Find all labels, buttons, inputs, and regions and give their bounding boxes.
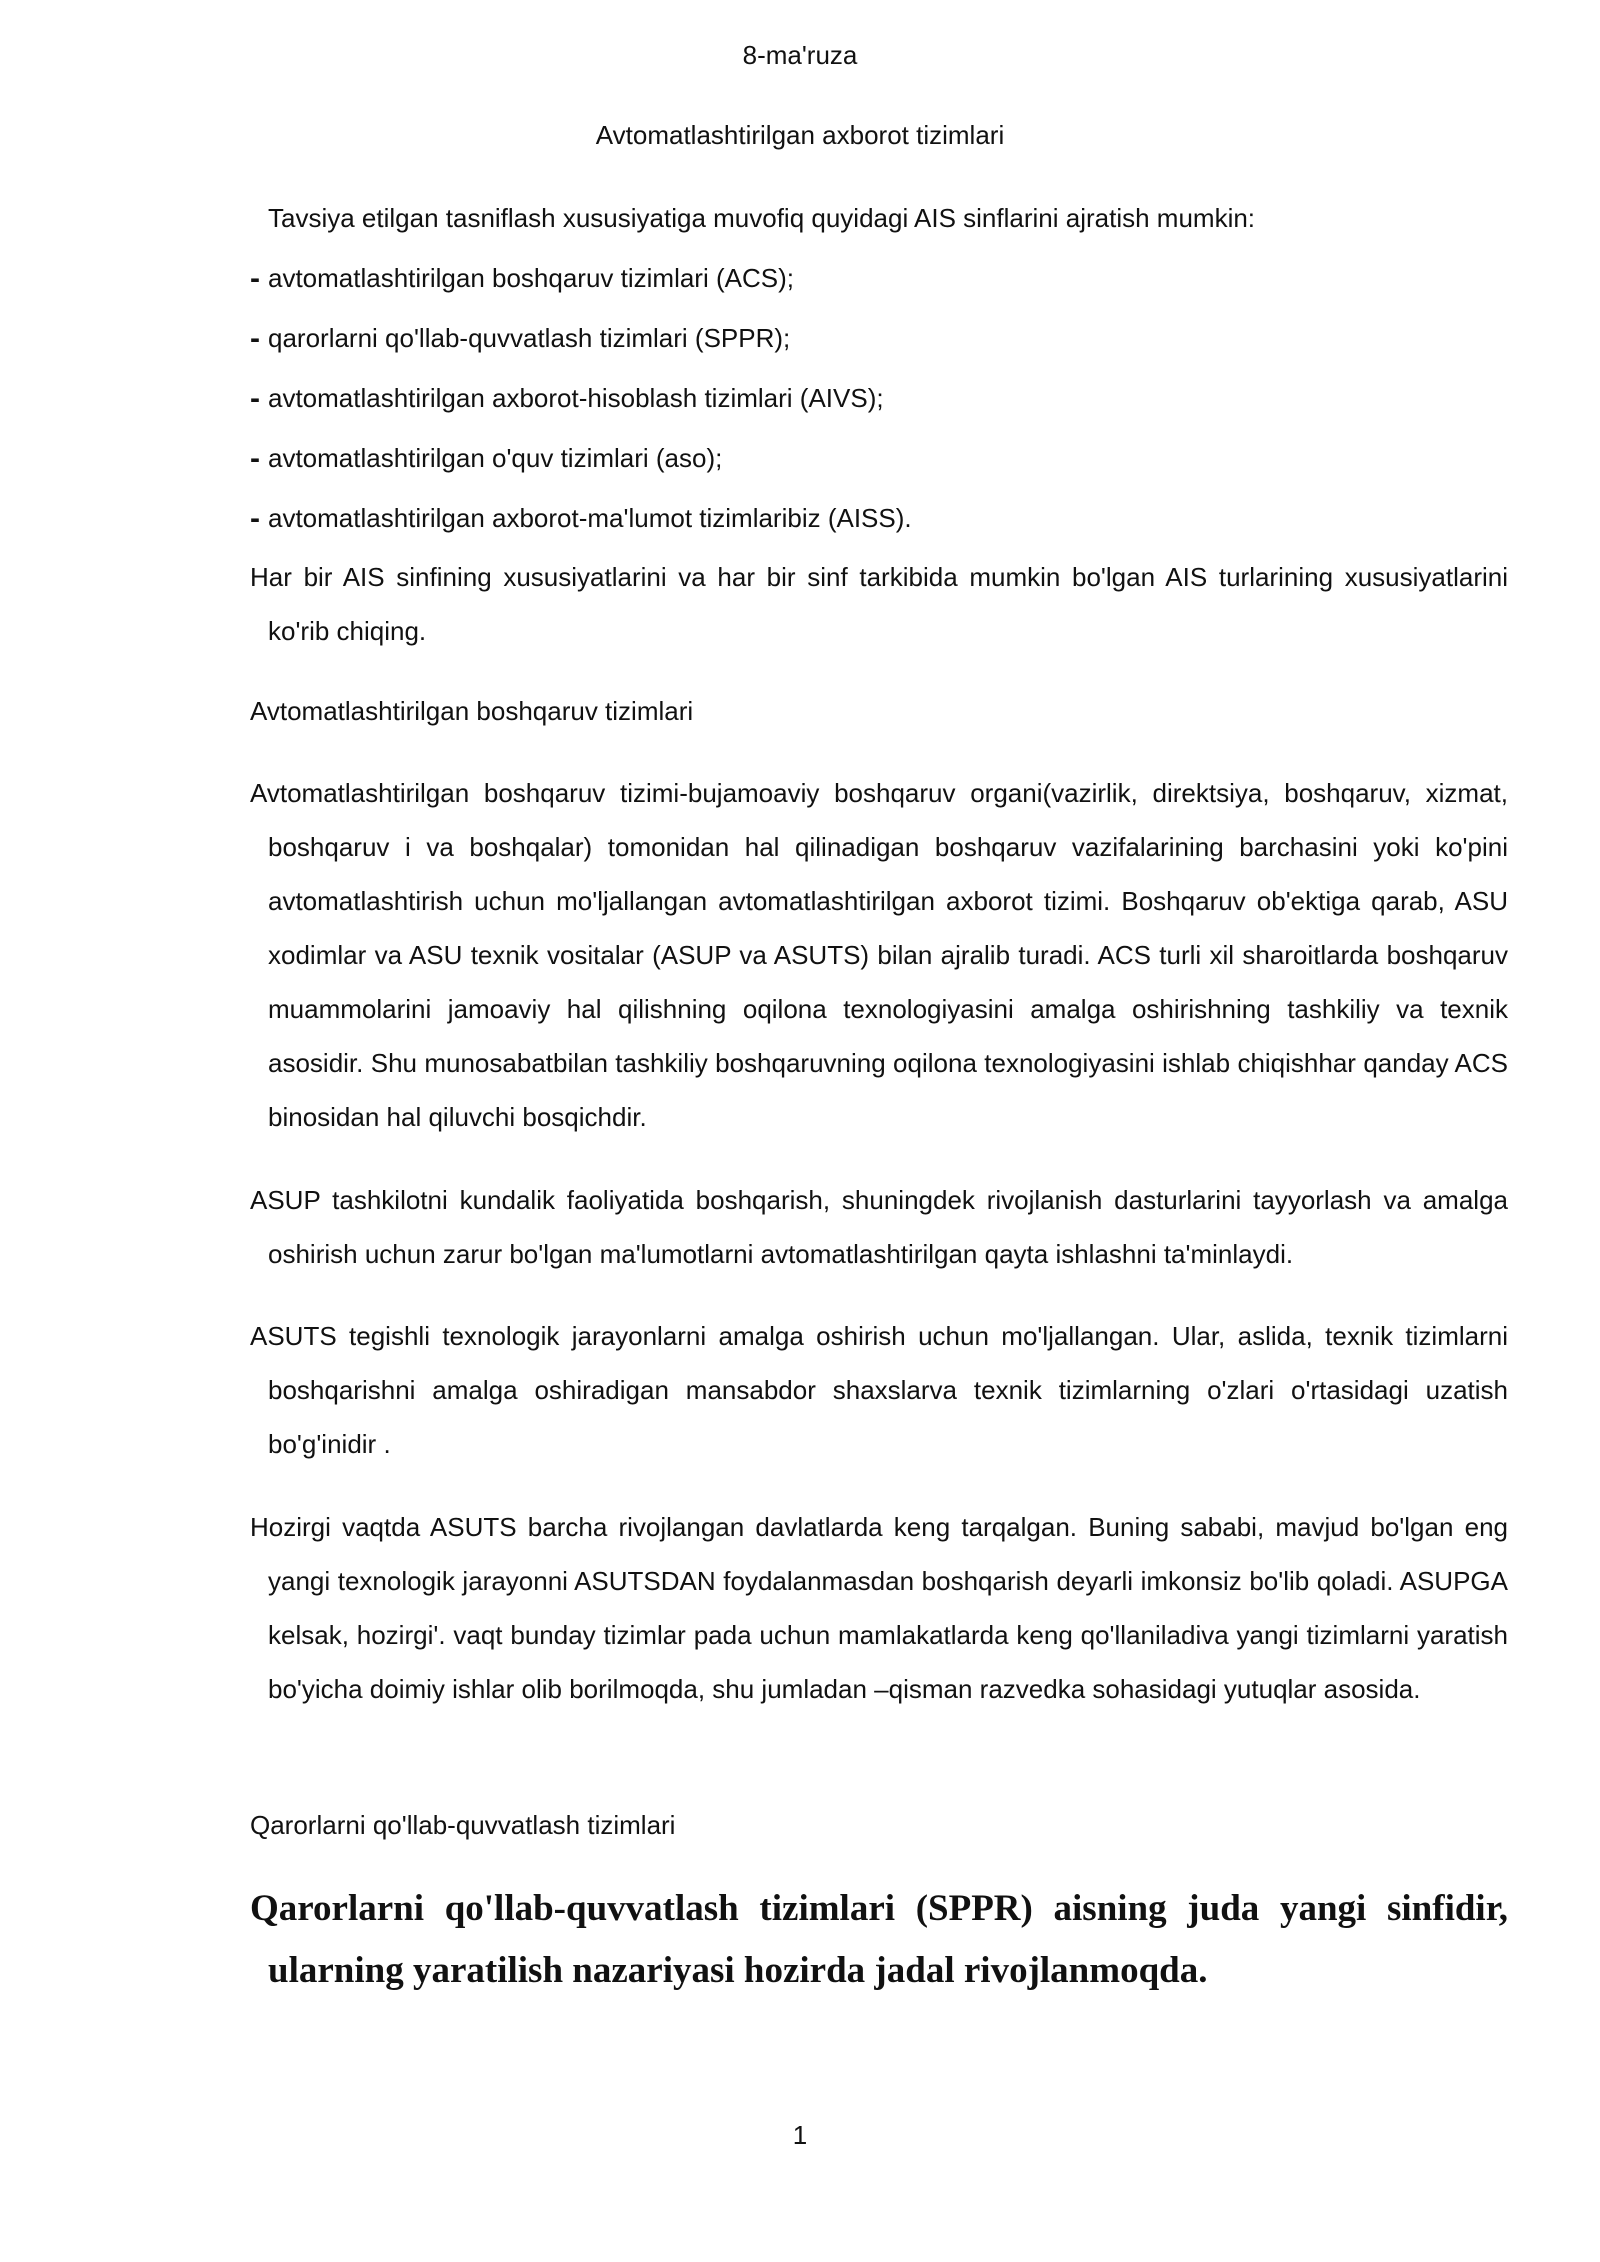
list-item-text: avtomatlashtirilgan axborot-ma'lumot tizimlaribiz (AISS).: [268, 503, 912, 533]
section-heading-acs: Avtomatlashtirilgan boshqaruv tizimlari: [250, 696, 694, 726]
paragraph-current-state: Hozirgi vaqtda ASUTS barcha rivojlangan davlatlarda keng tarqalgan. Buning sababi, mavjud bo'lgan eng yangi texnologik jarayonni ASUTSDAN foydalanmasdan boshqarish deyarli imkonsiz bo'lib qoladi. ASUPGA kelsak, hozirgi'. vaqt bunday tizimlar pada uchun mamlakatlarda keng qo'llaniladiva yangi tizimlarni yaratish bo'yicha doimiy ishlar olib borilmoqda, shu jumladan –qisman razvedka sohasidagi yutuqlar asosida.: [250, 1512, 1508, 1704]
paragraph-sppr: Qarorlarni qo'llab-quvvatlash tizimlari (SPPR) aisning juda yangi sinfidir, ularning yaratilish nazariyasi hozirda jadal rivojlanmoqda.: [250, 1888, 1508, 1991]
list-dash: -: [250, 502, 260, 535]
paragraph-asup: ASUP tashkilotni kundalik faoliyatida boshqarish, shuningdek rivojlanish dasturlarini tayyorlash va amalga oshirish uchun zarur bo'lgan ma'lumotlarni avtomatlashtirilgan qayta ishlashni ta'minlaydi.: [250, 1185, 1508, 1269]
intro-text: Tavsiya etilgan tasniflash xususiyatiga muvofiq quyidagi AIS sinflarini ajratish mumkin:: [268, 203, 1256, 233]
list-item-text: avtomatlashtirilgan o'quv tizimlari (aso);: [268, 443, 723, 473]
list-item-text: avtomatlashtirilgan boshqaruv tizimlari (ACS);: [268, 263, 794, 293]
page-number: 1: [792, 2120, 808, 2150]
document-subtitle: Avtomatlashtirilgan axborot tizimlari: [595, 120, 1005, 150]
paragraph-acs: Avtomatlashtirilgan boshqaruv tizimi-bujamoaviy boshqaruv organi(vazirlik, direktsiya, boshqaruv, xizmat, boshqaruv i va boshqalar) tomonidan hal qilinadigan boshqaruv vazifalarining barchasini yoki ko'pini avtomatlashtirish uchun mo'ljallangan avtomatlashtirilgan axborot tizimi. Boshqaruv ob'ektiga qarab, ASU xodimlar va ASU texnik vositalar (ASUP va ASUTS) bilan ajralib turadi. ACS turli xil sharoitlarda boshqaruv muammolarini jamoaviy hal qilishning oqilona texnologiyasini amalga oshirishning tashkiliy va texnik asosidir. Shu munosabatbilan tashkiliy boshqaruvning oqilona texnologiyasini ishlab chiqishhar qanday ACS binosidan hal qiluvchi bosqichdir.: [250, 778, 1508, 1132]
list-item-text: avtomatlashtirilgan axborot-hisoblash tizimlari (AIVS);: [268, 383, 884, 413]
list-item-text: qarorlarni qo'llab-quvvatlash tizimlari (SPPR);: [268, 323, 791, 353]
list-dash: -: [250, 262, 260, 295]
list-dash: -: [250, 382, 260, 415]
paragraph-ais-classes: Har bir AIS sinfining xususiyatlarini va har bir sinf tarkibida mumkin bo'lgan AIS turlarining xususiyatlarini ko'rib chiqing.: [250, 562, 1508, 646]
paragraph-asuts: ASUTS tegishli texnologik jarayonlarni amalga oshirish uchun mo'ljallangan. Ular, aslida, texnik tizimlarni boshqarishni amalga oshiradigan mansabdor shaxslarva texnik tizimlarning o'zlari o'rtasidagi uzatish bo'g'inidir .: [250, 1321, 1508, 1459]
document-title: 8-ma'ruza: [742, 40, 858, 70]
list-dash: -: [250, 442, 260, 475]
list-dash: -: [250, 322, 260, 355]
section-heading-sppr: Qarorlarni qo'llab-quvvatlash tizimlari: [250, 1810, 676, 1840]
